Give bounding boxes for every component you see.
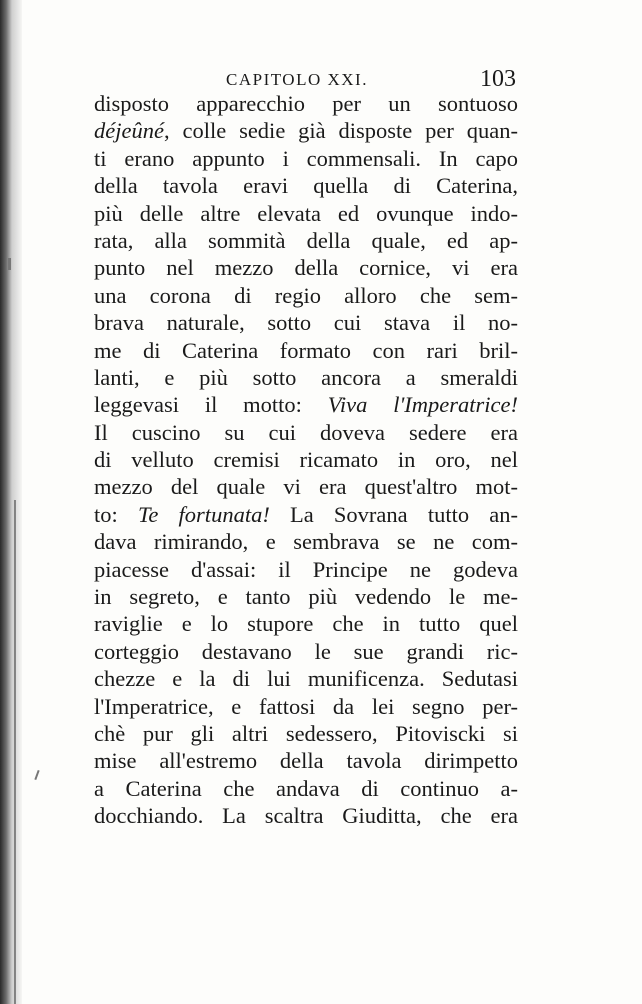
page-number: 103 [480,66,516,92]
text-line: di velluto cremisi ricamato in oro, nel [94,447,518,473]
margin-mark [8,258,11,270]
body-text [94,90,518,830]
text-line: mezzo del quale vi era quest'altro mot- [94,474,518,500]
margin-mark [34,770,39,780]
binding-gutter-shadow [0,0,22,1004]
text-line: chè pur gli altri sedessero, Pitoviscki si [94,720,518,746]
chapter-heading: CAPITOLO XXI. [226,70,368,89]
text-line: leggevasi il motto: Viva l'Imperatrice! [94,392,518,418]
text-line: in segreto, e tanto più vedendo le me- [94,584,518,610]
text-line: Il cuscino su cui doveva sedere era [94,419,518,445]
text-line: ti erano appunto i commensali. In capo [94,145,518,171]
text-line: più delle altre elevata ed ovunque indo- [94,200,518,226]
text-line: to: Te fortunata! La Sovrana tutto an- [94,501,518,527]
text-line: me di Caterina formato con rari bril- [94,337,518,363]
text-line: brava naturale, sotto cui stava il no- [94,310,518,336]
text-line: piacesse d'assai: il Principe ne godeva [94,556,518,582]
text-line: docchiando. La scaltra Giuditta, che era [94,803,518,829]
text-line: raviglie e lo stupore che in tutto quel [94,611,518,637]
binding-edge-line [14,500,16,1004]
text-line: dava rimirando, e sembrava se ne com- [94,529,518,555]
text-line: a Caterina che andava di continuo a- [94,775,518,801]
text-line: lanti, e più sotto ancora a smeraldi [94,364,518,390]
text-line: mise all'estremo della tavola dirimpetto [94,748,518,774]
text-line: chezze e la di lui munificenza. Sedutasi [94,666,518,692]
text-line: rata, alla sommità della quale, ed ap- [94,227,518,253]
text-line: déjeûné, colle sedie già disposte per quan- [94,118,518,144]
text-line: l'Imperatrice, e fattosi da lei segno per- [94,693,518,719]
text-line: punto nel mezzo della cornice, vi era [94,255,518,281]
text-line: disposto apparecchio per un sontuoso [94,91,518,116]
text-line: della tavola eravi quella di Caterina, [94,173,518,199]
text-line: corteggio destavano le sue grandi ric- [94,638,518,664]
text-line: una corona di regio alloro che sem- [94,282,518,308]
